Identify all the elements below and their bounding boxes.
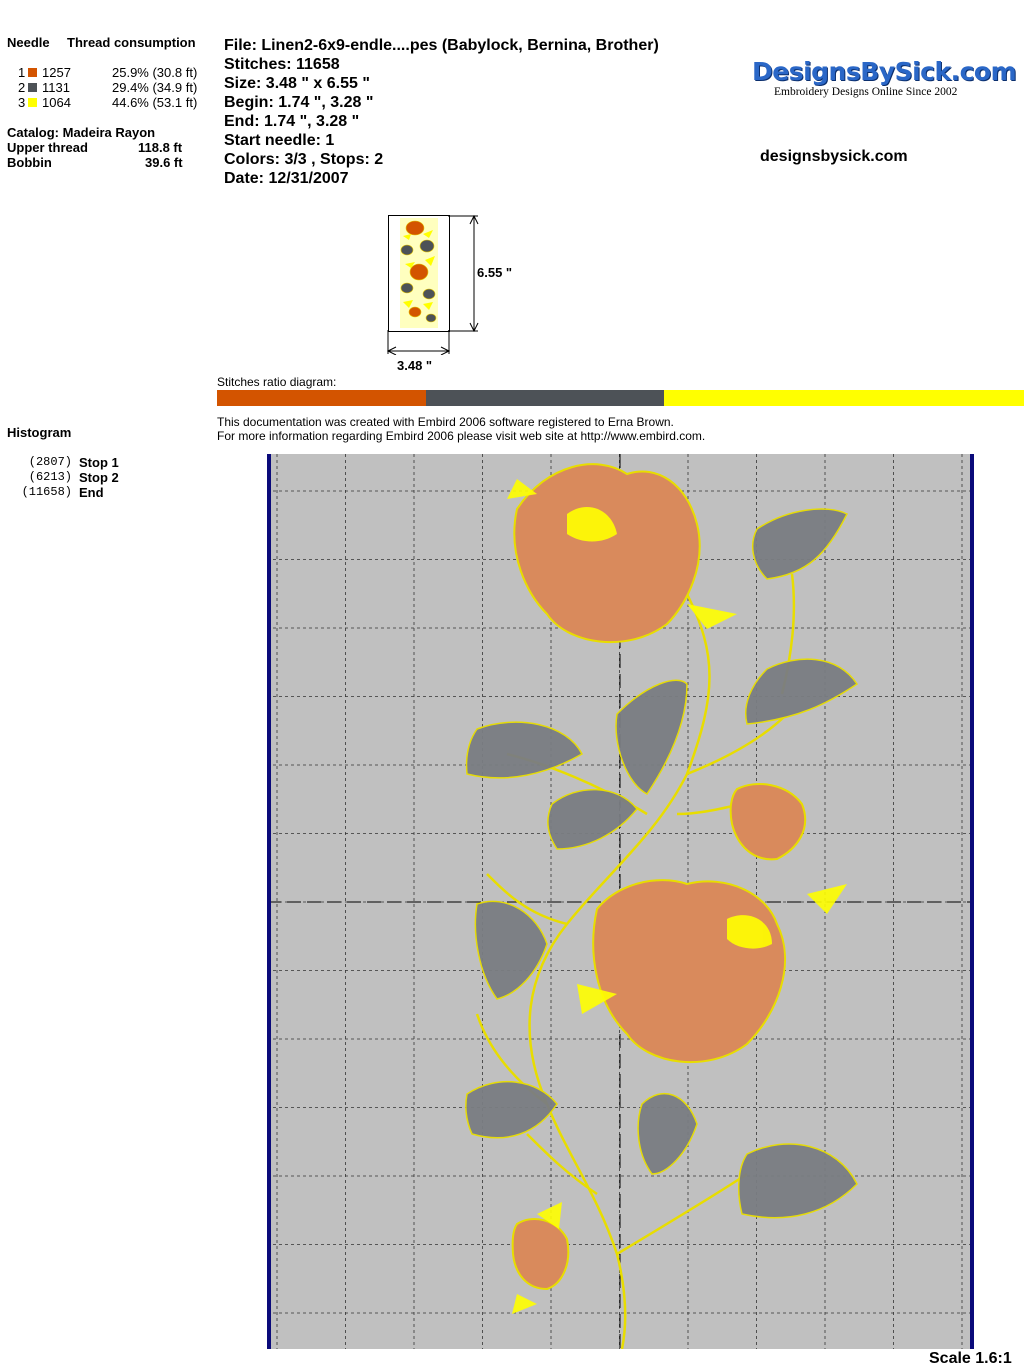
height-dimension-label: 6.55 "	[477, 265, 513, 280]
design-date: Date: 12/31/2007	[224, 170, 349, 187]
ratio-segment	[217, 390, 426, 406]
upper-thread-value: 118.8 ft	[138, 140, 183, 155]
end-position: End: 1.74 ", 3.28 "	[224, 113, 360, 130]
histogram-count: (6213)	[28, 470, 72, 484]
thread-usage: 25.9% (30.8 ft)	[112, 65, 198, 80]
thread-row	[14, 95, 214, 110]
software-notice	[217, 415, 705, 443]
upper-thread-label: Upper thread	[7, 140, 88, 155]
needle-number: 2	[18, 80, 26, 95]
bobbin-label: Bobbin	[7, 155, 52, 170]
thread-code: 1064	[42, 95, 71, 110]
thread-row	[14, 80, 214, 95]
needle-header: Needle	[7, 35, 50, 50]
colors-stops: Colors: 3/3 , Stops: 2	[224, 151, 384, 168]
histogram-count: (2807)	[28, 455, 72, 469]
begin-position: Begin: 1.74 ", 3.28 "	[224, 94, 374, 111]
histogram-row	[18, 485, 208, 500]
website-text: designsbysick.com	[760, 148, 908, 165]
start-needle: Start needle: 1	[224, 132, 335, 149]
ratio-segment	[426, 390, 664, 406]
thread-list	[14, 65, 214, 110]
file-name: File: Linen2-6x9-endle....pes (Babylock, Bernina, Brother)	[224, 37, 659, 54]
width-dimension-label: 3.48 "	[397, 358, 433, 373]
histogram-count: (11658)	[21, 485, 72, 499]
thread-code: 1257	[42, 65, 71, 80]
embroidery-preview	[267, 454, 974, 1349]
histogram-row	[18, 455, 208, 470]
width-dimension-marker	[386, 330, 452, 355]
bobbin-value: 39.6 ft	[145, 155, 183, 170]
ratio-label: Stitches ratio diagram:	[217, 375, 337, 389]
thread-usage: 44.6% (53.1 ft)	[112, 95, 198, 110]
histogram-title: Histogram	[7, 425, 72, 440]
needle-number: 1	[18, 65, 26, 80]
color-swatch	[28, 83, 37, 92]
preview-canvas	[267, 454, 974, 1349]
needle-number: 3	[18, 95, 26, 110]
histogram-row	[18, 470, 208, 485]
thread-code: 1131	[42, 80, 70, 95]
design-size: Size: 3.48 " x 6.55 "	[224, 75, 370, 92]
histogram-label: End	[79, 485, 104, 500]
color-swatch	[28, 98, 37, 107]
stitch-count: Stitches: 11658	[224, 56, 340, 73]
catalog-label: Catalog: Madeira Rayon	[7, 125, 156, 140]
color-swatch	[28, 68, 37, 77]
ratio-segment	[664, 390, 1024, 406]
histogram-label: Stop 2	[79, 470, 119, 485]
stitches-ratio-bar	[217, 390, 1024, 406]
thread-consumption-header: Thread consumption	[67, 35, 196, 50]
thread-usage: 29.4% (34.9 ft)	[112, 80, 198, 95]
design-thumbnail	[388, 215, 450, 332]
notice-line: This documentation was created with Embird 2006 software registered to Erna Brown.	[217, 415, 674, 429]
file-info	[224, 36, 659, 188]
scale-label: Scale 1.6:1	[929, 1350, 1012, 1367]
logo-title: DesignsBySick.com	[752, 57, 1017, 86]
thread-row	[14, 65, 214, 80]
histogram-list	[18, 455, 208, 500]
thumbnail-flower-image	[389, 216, 449, 331]
histogram-label: Stop 1	[79, 455, 119, 470]
notice-line: For more information regarding Embird 2006 please visit web site at http://www.embird.com.	[217, 429, 706, 443]
brand-logo	[752, 57, 1017, 98]
logo-tagline: Embroidery Designs Online Since 2002	[774, 86, 958, 98]
